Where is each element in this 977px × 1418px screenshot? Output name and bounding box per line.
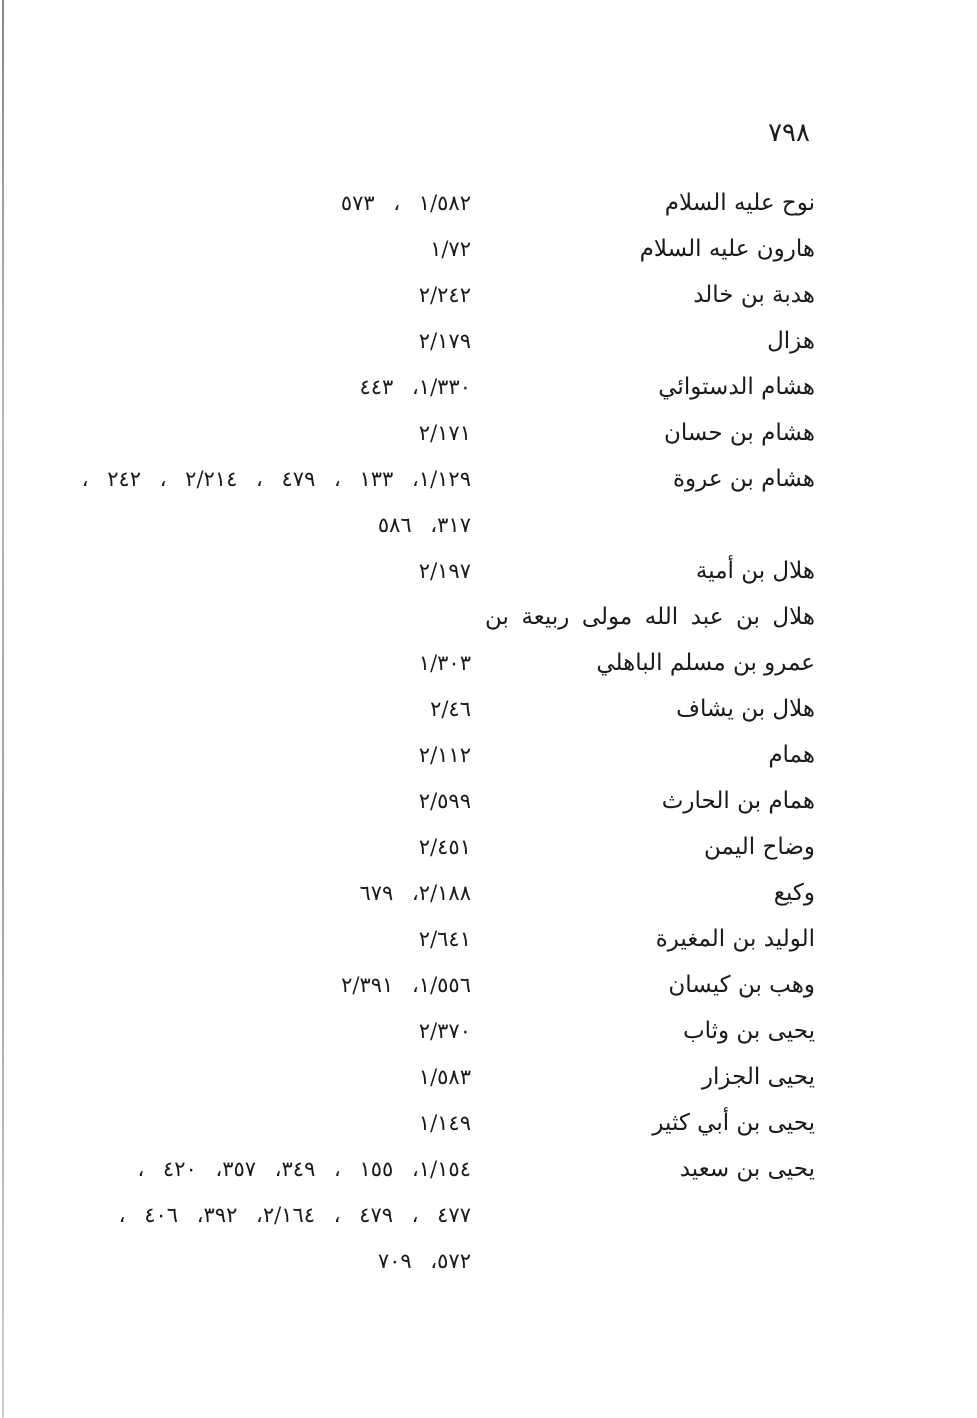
- index-entry: [60, 410, 815, 456]
- reference-line: ٢/٦٤١: [418, 927, 471, 951]
- reference-line: ٢/٢٤٢: [418, 283, 471, 307]
- entry-name: همام بن الحارث: [661, 788, 815, 814]
- entry-page-references: [60, 824, 485, 870]
- entry-name: يحيى بن أبي كثير: [652, 1110, 815, 1136]
- reference-line: ١/٥٨٢ ، ٥٧٣: [340, 191, 471, 215]
- reference-line: ٢/١١٢: [418, 743, 471, 767]
- reference-line: ٤٧٧ ، ٤٧٩ ، ٢/١٦٤، ٣٩٢، ٤٠٦ ،: [118, 1203, 471, 1227]
- reference-line: ١/٣٣٠، ٤٤٣: [359, 375, 471, 399]
- reference-line: ٢/٤٦: [430, 697, 471, 721]
- page-number: ٧٩٨: [768, 118, 810, 148]
- entry-page-references: [60, 548, 485, 594]
- entry-name: عمرو بن مسلم الباهلي: [596, 650, 815, 676]
- entry-page-references: [60, 1100, 485, 1146]
- index-entry: [60, 226, 815, 272]
- entry-name: هلال بن أمية: [695, 558, 815, 584]
- entry-name: يحيى الجزار: [701, 1064, 815, 1090]
- entry-page-references: [60, 226, 485, 272]
- index-entry: [60, 548, 815, 594]
- index-entry: [60, 870, 815, 916]
- entry-name: هشام بن عروة: [673, 466, 815, 492]
- entry-name: هشام بن حسان: [663, 420, 815, 446]
- reference-line: ٢/٥٩٩: [418, 789, 471, 813]
- reference-line: ٥٧٢، ٧٠٩: [377, 1249, 471, 1273]
- entry-name: هزال: [767, 328, 815, 354]
- entry-name: يحيى بن سعيد: [679, 1156, 815, 1182]
- index-entry: [60, 916, 815, 962]
- index-entry: [60, 1100, 815, 1146]
- reference-line: ١/١٥٤، ١٥٥ ، ٣٤٩، ٣٥٧، ٤٢٠ ،: [137, 1157, 471, 1181]
- entry-page-references: [60, 686, 485, 732]
- reference-line: ٢/٤٥١: [418, 835, 471, 859]
- entry-page-references: [60, 778, 485, 824]
- scan-edge-line: [2, 0, 4, 1418]
- reference-line: ١/١٤٩: [418, 1111, 471, 1135]
- entry-page-references: [60, 870, 485, 916]
- index-entry: [60, 272, 815, 318]
- reference-line: ١/٣٠٣: [418, 651, 471, 675]
- index-entry: [60, 640, 815, 686]
- entry-page-references: [60, 1008, 485, 1054]
- index-entry: [60, 1146, 815, 1284]
- index-entry: [60, 686, 815, 732]
- index-entry: [60, 778, 815, 824]
- index-entry: [60, 962, 815, 1008]
- name-index-list: [60, 180, 815, 1284]
- index-entry: [60, 364, 815, 410]
- entry-page-references: [60, 1054, 485, 1100]
- reference-line: ٢/١٧٩: [418, 329, 471, 353]
- entry-name: نوح عليه السلام: [664, 190, 815, 216]
- entry-page-references: [60, 456, 485, 548]
- index-entry: [60, 318, 815, 364]
- entry-name: الوليد بن المغيرة: [655, 926, 815, 952]
- entry-name: هشام الدستوائي: [658, 374, 815, 400]
- index-entry: [60, 1008, 815, 1054]
- entry-name: هلال بن يشاف: [676, 696, 815, 722]
- entry-name: هدبة بن خالد: [693, 282, 815, 308]
- reference-line: ١/٧٢: [430, 237, 471, 261]
- entry-page-references: [60, 318, 485, 364]
- reference-line: ٢/٣٧٠: [418, 1019, 471, 1043]
- index-entry: [60, 732, 815, 778]
- entry-name: هارون عليه السلام: [639, 236, 815, 262]
- reference-line: ١/٥٨٣: [418, 1065, 471, 1089]
- entry-page-references: [60, 364, 485, 410]
- reference-line: ٢/١٩٧: [418, 559, 471, 583]
- entry-name: يحيى بن وثاب: [682, 1018, 815, 1044]
- index-entry: [60, 824, 815, 870]
- reference-line: ١/١٢٩، ١٣٣ ، ٤٧٩ ، ٢/٢١٤ ، ٢٤٢ ،: [81, 467, 471, 491]
- entry-page-references: [60, 916, 485, 962]
- entry-name: وكيع: [773, 880, 815, 906]
- entry-page-references: [60, 640, 485, 686]
- entry-name: وضاح اليمن: [704, 834, 815, 860]
- entry-name: همام: [768, 742, 815, 768]
- reference-line: ٣١٧، ٥٨٦: [377, 513, 471, 537]
- entry-page-references: [60, 962, 485, 1008]
- reference-line: ١/٥٥٦، ٢/٣٩١: [341, 973, 471, 997]
- entry-page-references: [60, 732, 485, 778]
- index-entry: [60, 594, 815, 640]
- index-entry: [60, 456, 815, 548]
- entry-page-references: [60, 1146, 485, 1284]
- index-entry: [60, 1054, 815, 1100]
- reference-line: ٢/١٨٨، ٦٧٩: [359, 881, 471, 905]
- index-entry: [60, 180, 815, 226]
- reference-line: ٢/١٧١: [418, 421, 471, 445]
- entry-name: هلال بن عبد الله مولى ربيعة بن: [485, 604, 815, 630]
- entry-name: وهب بن كيسان: [668, 972, 815, 998]
- entry-page-references: [60, 180, 485, 226]
- entry-page-references: [60, 272, 485, 318]
- entry-page-references: [60, 410, 485, 456]
